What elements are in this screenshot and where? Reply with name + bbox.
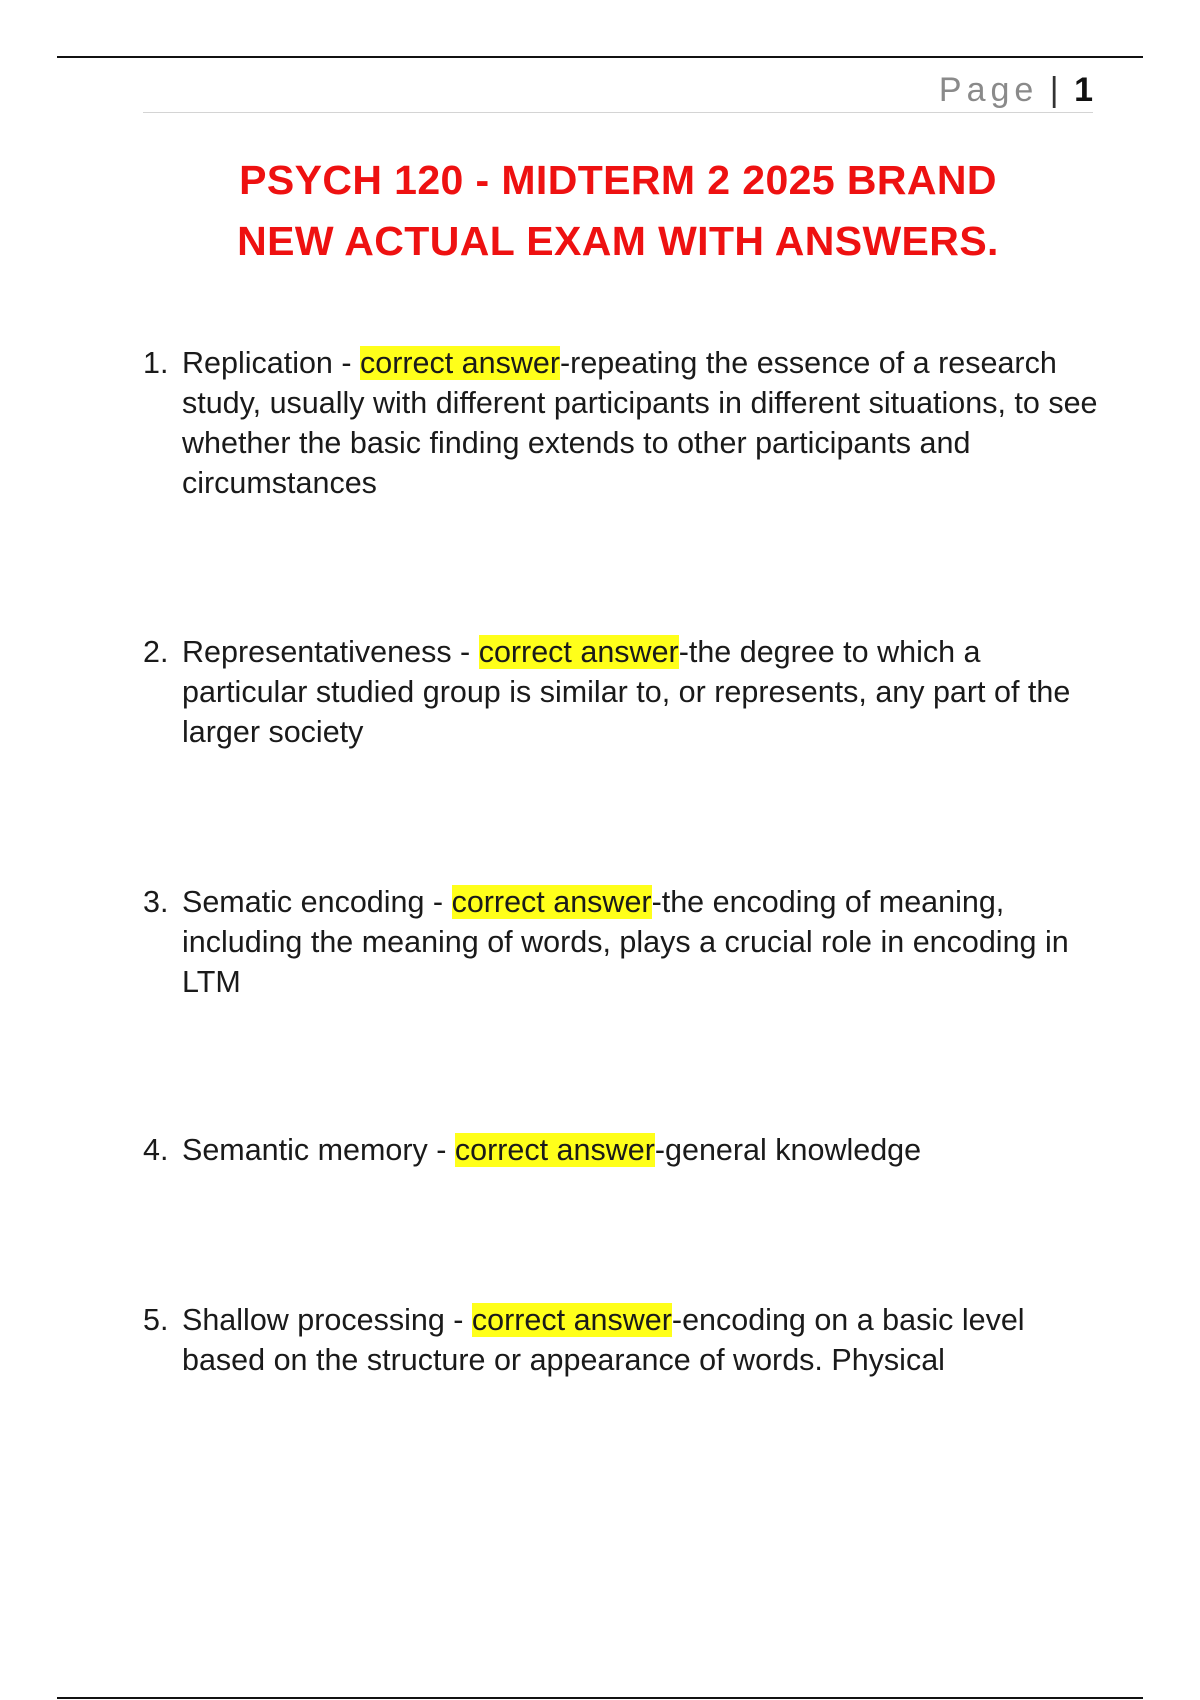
top-rule [57,56,1143,58]
question-item-3 [143,882,1108,1002]
answer-highlight: correct answer [478,635,679,669]
answer-highlight: correct answer [360,346,561,380]
item-number: 2. [143,635,169,669]
item-number: 4. [143,1133,169,1167]
answer-highlight: correct answer [454,1133,655,1167]
item-number: 1. [143,346,169,380]
question-item-5 [143,1300,1108,1380]
bottom-rule [57,1697,1143,1699]
question-item-2 [143,632,1108,752]
question-item-4 [143,1130,1108,1170]
question-item-1 [143,343,1108,503]
item-definition: -the encoding of meaning, including the meaning of words, plays a crucial role in encoding in LTM [182,885,1069,999]
item-definition: -repeating the essence of a research study, usually with different participants in different situations, to see whether the basic finding extends to other participants and circumstances [182,346,1098,500]
item-definition: -the degree to which a particular studied group is similar to, or represents, any part of the larger society [182,635,1071,749]
item-number: 5. [143,1303,169,1337]
document-title [143,150,1093,272]
page-number: 1 [1074,71,1093,109]
page-label: Page [938,71,1039,109]
title-line-2: NEW ACTUAL EXAM WITH ANSWERS. [237,218,999,264]
item-term: Sematic encoding - [182,885,452,919]
item-term: Shallow processing - [182,1303,472,1337]
item-number: 3. [143,885,169,919]
title-line-1: PSYCH 120 - MIDTERM 2 2025 BRAND [239,157,997,203]
item-term: Replication - [182,346,360,380]
item-term: Representativeness - [182,635,479,669]
item-definition: -encoding on a basic level based on the structure or appearance of words. Physical [182,1303,1025,1377]
item-term: Semantic memory - [182,1133,455,1167]
item-definition: -general knowledge [654,1133,922,1167]
page-separator: | [1049,71,1059,109]
answer-highlight: correct answer [451,885,652,919]
page-header [143,66,1093,113]
answer-highlight: correct answer [471,1303,672,1337]
